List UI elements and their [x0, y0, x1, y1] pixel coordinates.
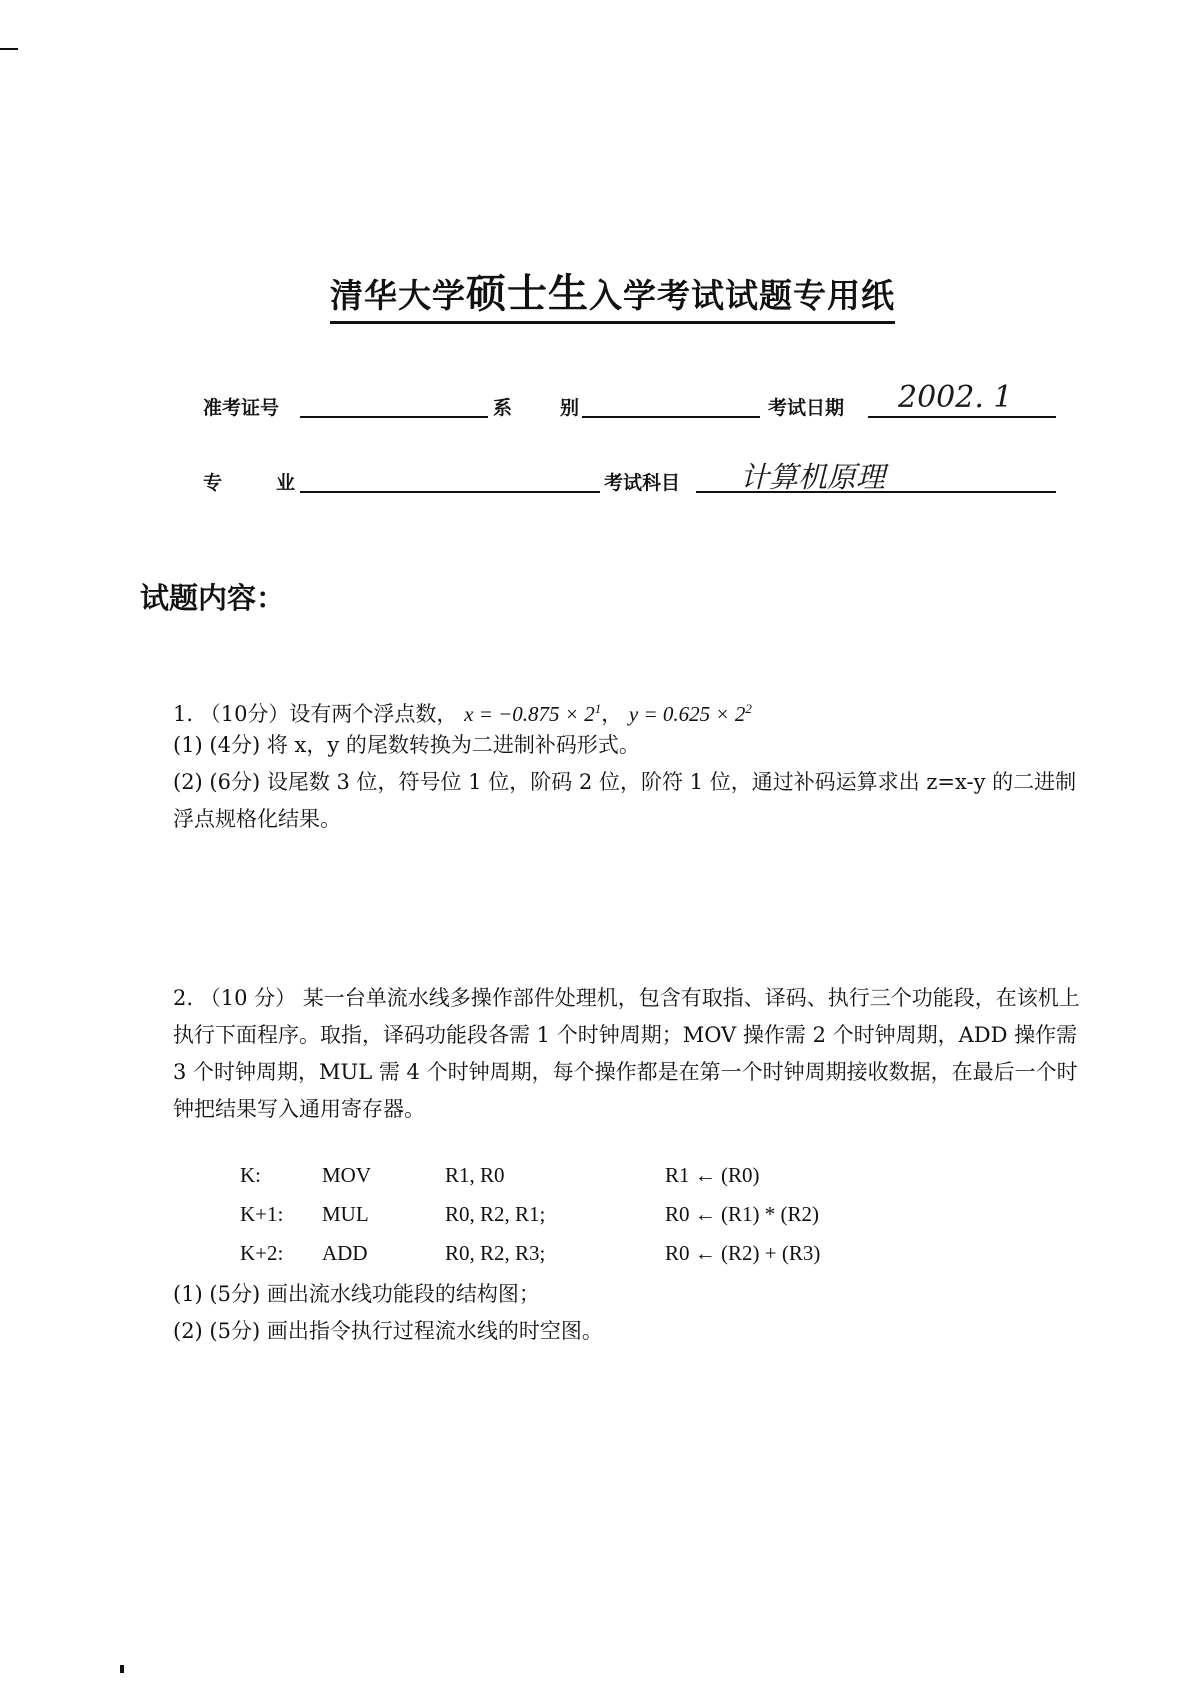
q1-part2: (2) (6分) 设尾数 3 位，符号位 1 位，阶码 2 位，阶符 1 位，通过补码运算求出 z=x-y 的二进制浮点规格化结果。 [173, 770, 1077, 831]
program-effect: R0 ← (R1) * (R2) [665, 1202, 819, 1226]
program-effect: R0 ← (R2) + (R3) [665, 1241, 821, 1265]
major-label-2: 业 [276, 472, 296, 494]
q1-part1: (1) (4分) 将 x，y 的尾数转换为二进制补码形式。 [173, 733, 640, 757]
program-label: K+2: [240, 1241, 284, 1265]
program-label: K+1: [240, 1202, 284, 1226]
dept-label-2: 别 [560, 397, 580, 419]
title-part-c: 入学考试试题专用纸 [589, 276, 895, 315]
page-title [330, 262, 895, 324]
q1-separator: ， [601, 702, 623, 726]
subject-value: 计算机原理 [740, 460, 886, 494]
dept-label-1: 系 [493, 397, 513, 419]
program-op: MUL [322, 1202, 369, 1226]
q2-part2: (2) (5分) 画出指令执行过程流水线的时空图。 [173, 1319, 603, 1343]
q2-part1: (1) (5分) 画出流水线功能段的结构图； [173, 1282, 540, 1306]
dept-line [582, 416, 760, 418]
program-args: R0, R2, R3; [445, 1241, 546, 1265]
scan-mark [120, 1665, 124, 1673]
content-heading: 试题内容： [140, 581, 286, 615]
program-effect: R1 ← (R0) [665, 1163, 760, 1187]
q1-lead: 1. （10分）设有两个浮点数， [173, 702, 458, 726]
ticket-line [300, 416, 488, 418]
program-op: MOV [322, 1163, 372, 1187]
date-label: 考试日期 [768, 397, 845, 419]
subject-label: 考试科目 [604, 472, 681, 494]
program-args: R0, R2, R1; [445, 1202, 546, 1226]
major-line [300, 491, 600, 493]
q1-y-expression: $y = 0.625 \times 2^2$ [628, 701, 752, 726]
program-args: R1, R0 [445, 1163, 505, 1187]
program-op: ADD [322, 1241, 368, 1265]
program-label: K: [240, 1163, 261, 1187]
q2-body: 2. （10 分） 某一台单流水线多操作部件处理机，包含有取指、译码、执行三个功能段，在该机上执行下面程序。取指，译码功能段各需 1 个时钟周期；MOV 操作需 2 个时钟周期，ADD 操作需 3 个时钟周期，MUL 需 4 个时钟周期，每个操作都是在第一个时钟周期接收数据，在最后一个时钟把结果写入通用寄存器。 [173, 986, 1080, 1121]
ticket-label: 准考证号 [203, 397, 280, 419]
scan-mark [0, 48, 18, 50]
title-part-b: 硕士生 [466, 271, 589, 317]
date-value: 2002. 1 [898, 380, 1013, 415]
date-line [868, 416, 1056, 418]
q1-x-expression: $x = -0.875 \times 2^1$ [464, 701, 602, 726]
title-part-a: 清华大学 [330, 276, 466, 315]
major-label-1: 专 [203, 472, 223, 494]
